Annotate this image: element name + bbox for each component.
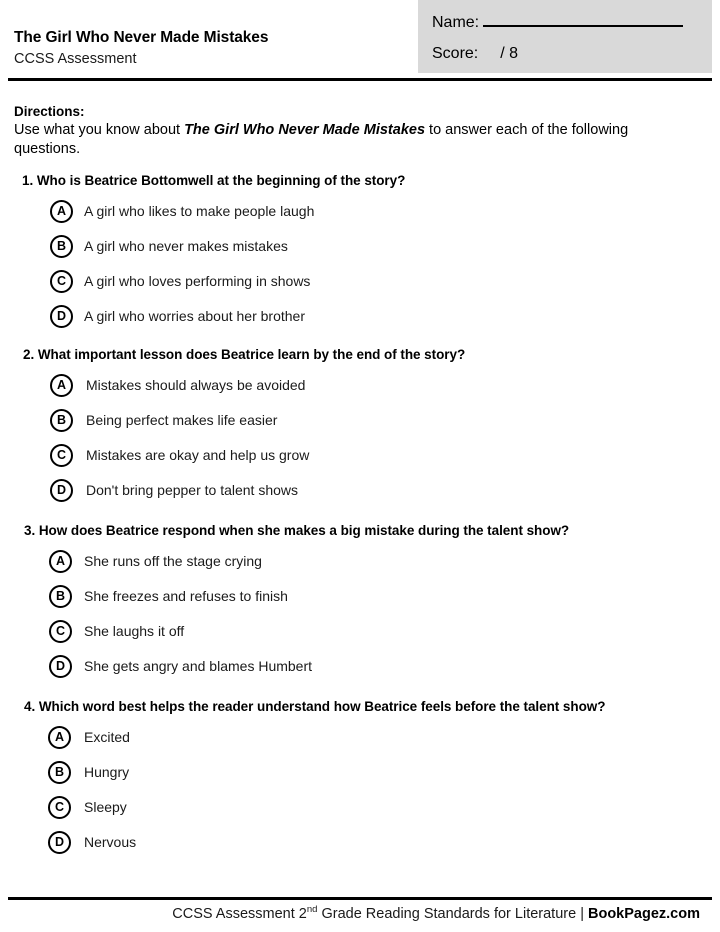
score-value[interactable]: / 8 [500, 45, 519, 62]
options-list-2 [0, 372, 720, 503]
score-row [432, 45, 518, 63]
options-list-1 [0, 198, 720, 329]
option-row[interactable] [0, 477, 720, 503]
option-row[interactable] [0, 548, 720, 574]
option-label: She freezes and refuses to finish [84, 588, 288, 604]
option-bubble-a-icon[interactable]: A [49, 550, 72, 573]
page-subtitle: CCSS Assessment [14, 51, 137, 67]
directions-section [14, 103, 694, 159]
worksheet-header [0, 0, 720, 78]
option-row[interactable] [0, 829, 720, 855]
option-label: Sleepy [84, 799, 127, 815]
footer [0, 906, 712, 922]
options-list-4 [0, 724, 720, 855]
option-row[interactable] [0, 303, 720, 329]
footer-ordinal-suffix: nd [306, 904, 318, 916]
name-label: Name: [432, 14, 480, 31]
option-bubble-c-icon[interactable]: C [49, 620, 72, 643]
questions-list [0, 172, 720, 864]
question-prompt-1: 1. Who is Beatrice Bottomwell at the beginning of the story? [22, 173, 406, 188]
option-bubble-a-icon[interactable]: A [50, 374, 73, 397]
footer-divider [8, 897, 712, 900]
option-label: Being perfect makes life easier [86, 412, 278, 428]
question-block-3 [0, 522, 720, 679]
option-label: A girl who likes to make people laugh [84, 203, 315, 219]
option-bubble-b-icon[interactable]: B [50, 235, 73, 258]
option-row[interactable] [0, 583, 720, 609]
option-label: Excited [84, 729, 130, 745]
option-bubble-b-icon[interactable]: B [49, 585, 72, 608]
option-label: Don't bring pepper to talent shows [86, 482, 299, 498]
footer-text-main: CCSS Assessment 2 [172, 906, 307, 922]
option-bubble-a-icon[interactable]: A [50, 200, 73, 223]
name-input-line[interactable] [483, 12, 683, 27]
option-label: A girl who worries about her brother [84, 308, 305, 324]
option-row[interactable] [0, 442, 720, 468]
option-row[interactable] [0, 372, 720, 398]
option-row[interactable] [0, 794, 720, 820]
option-row[interactable] [0, 618, 720, 644]
page-title: The Girl Who Never Made Mistakes [14, 29, 269, 46]
directions-work-title: The Girl Who Never Made Mistakes [184, 122, 426, 138]
option-bubble-b-icon[interactable]: B [48, 761, 71, 784]
question-prompt-2: 2. What important lesson does Beatrice learn by the end of the story? [23, 347, 466, 362]
question-block-2 [0, 346, 720, 503]
directions-text-after: to answer each of the following questions. [14, 122, 629, 157]
option-row[interactable] [0, 233, 720, 259]
header-title-block [14, 28, 268, 69]
question-block-4 [0, 698, 720, 855]
question-prompt-3: 3. How does Beatrice respond when she makes a big mistake during the talent show? [24, 523, 570, 538]
option-bubble-d-icon[interactable]: D [48, 831, 71, 854]
option-row[interactable] [0, 407, 720, 433]
option-row[interactable] [0, 724, 720, 750]
option-row[interactable] [0, 198, 720, 224]
directions-text-before: Use what you know about [14, 122, 185, 138]
option-bubble-d-icon[interactable]: D [50, 305, 73, 328]
footer-text-rest: Grade Reading Standards for Literature | [317, 906, 588, 922]
option-label: A girl who never makes mistakes [84, 238, 288, 254]
option-row[interactable] [0, 653, 720, 679]
option-label: A girl who loves performing in shows [84, 273, 311, 289]
directions-label: Directions: [14, 104, 85, 119]
option-label: Hungry [84, 764, 130, 780]
option-label: She gets angry and blames Humbert [84, 658, 313, 674]
option-label: She runs off the stage crying [84, 553, 262, 569]
option-bubble-c-icon[interactable]: C [50, 270, 73, 293]
option-label: Nervous [84, 834, 137, 850]
option-label: Mistakes should always be avoided [86, 377, 306, 393]
option-label: She laughs it off [84, 623, 185, 639]
option-bubble-b-icon[interactable]: B [50, 409, 73, 432]
name-row [432, 12, 683, 32]
question-prompt-4: 4. Which word best helps the reader understand how Beatrice feels before the talent show? [24, 699, 606, 714]
footer-brand[interactable]: BookPagez.com [588, 906, 700, 922]
student-info-box [418, 0, 712, 73]
option-bubble-a-icon[interactable]: A [48, 726, 71, 749]
directions-text [14, 121, 694, 159]
option-bubble-d-icon[interactable]: D [49, 655, 72, 678]
option-row[interactable] [0, 268, 720, 294]
option-bubble-c-icon[interactable]: C [50, 444, 73, 467]
option-label: Mistakes are okay and help us grow [86, 447, 310, 463]
options-list-3 [0, 548, 720, 679]
option-bubble-c-icon[interactable]: C [48, 796, 71, 819]
header-divider [8, 78, 712, 81]
score-label: Score: [432, 45, 479, 62]
option-bubble-d-icon[interactable]: D [50, 479, 73, 502]
option-row[interactable] [0, 759, 720, 785]
question-block-1 [0, 172, 720, 329]
